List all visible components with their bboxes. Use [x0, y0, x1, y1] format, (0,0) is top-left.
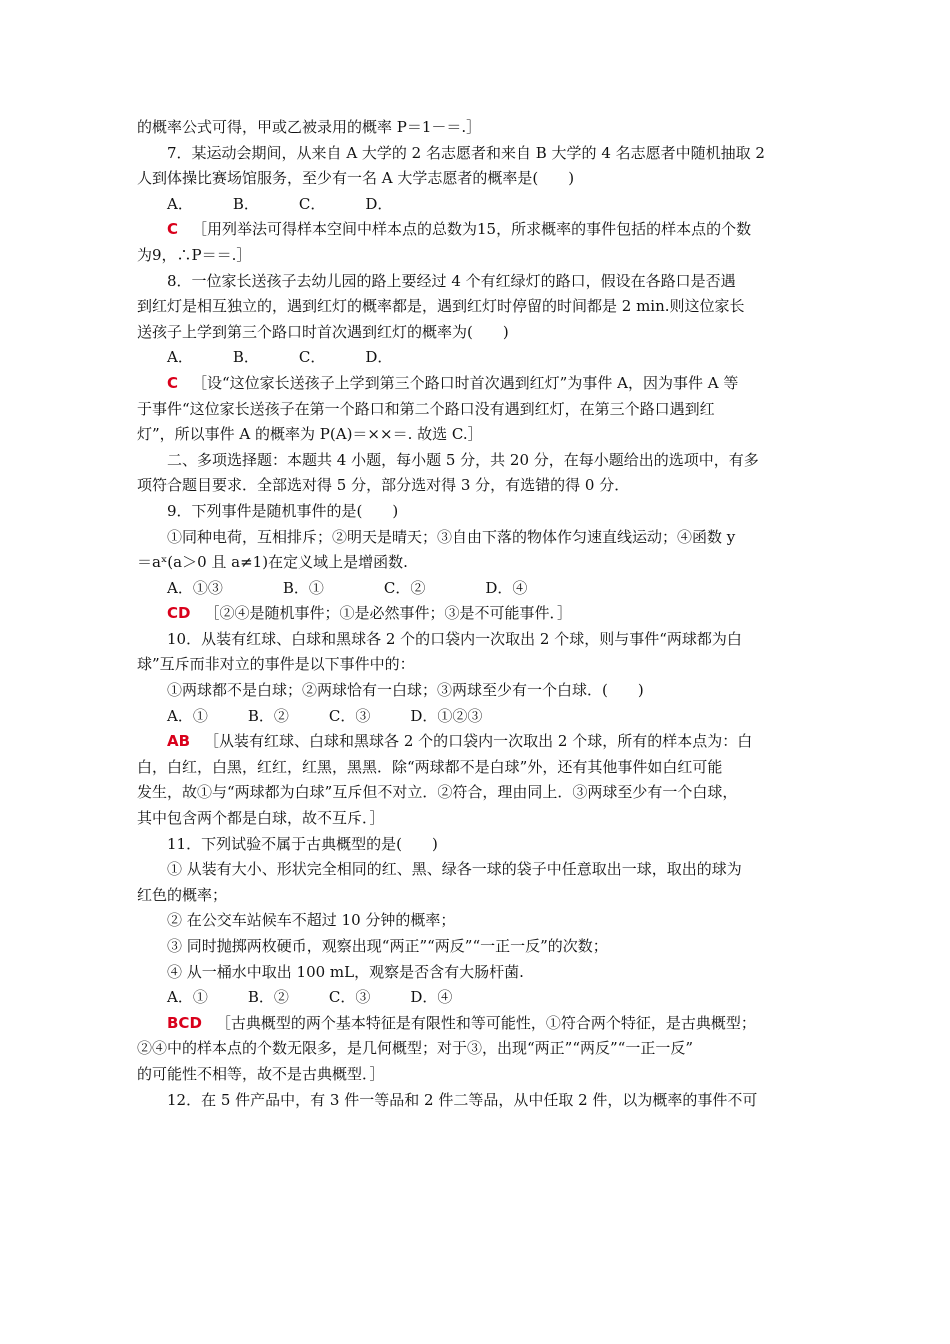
text-line: [137, 499, 817, 525]
text-line: [137, 755, 817, 781]
line-text: 其中包含两个都是白球，故不互斥．］: [137, 809, 385, 828]
document-page: [137, 115, 817, 1113]
text-line: [137, 857, 817, 883]
option-label: D．④: [410, 988, 453, 1007]
text-line: [137, 141, 817, 167]
line-text: ①同种电荷，互相排斥；②明天是晴天；③自由下落的物体作匀速直线运动；④函数 y: [167, 527, 736, 546]
option-label: A．①: [167, 706, 208, 725]
text-line: [137, 243, 817, 269]
line-text: 10．从装有红球、白球和黑球各 2 个的口袋内一次取出 2 个球，则与事件“两球都为白: [167, 629, 742, 648]
text-line: [137, 320, 817, 346]
line-text: 发生，故①与“两球都为白球”互斥但不对立．②符合，理由同上．③两球至少有一个白球，: [137, 783, 738, 802]
answer-key: C: [167, 373, 179, 392]
line-text: ③ 同时抛掷两枚硬币，观察出现“两正”“两反”“一正一反”的次数；: [167, 937, 608, 955]
option-label: D．④: [485, 578, 528, 597]
line-text: ④ 从一桶水中取出 100 mL，观察是否含有大肠杆菌.: [167, 962, 524, 981]
line-text: 的概率公式可得，甲或乙被录用的概率 P＝1－＝.］: [137, 118, 482, 136]
line-text: 白，白红，白黑，红红，红黑，黑黑．除“两球都不是白球”外，还有其他事件如白红可能: [137, 757, 723, 776]
text-line: [137, 627, 817, 653]
answer-key: AB: [167, 732, 191, 751]
option-label: D．: [365, 194, 393, 213]
line-text: 12．在 5 件产品中，有 3 件一等品和 2 件二等品，从中任取 2 件，以为概率的事件不可: [167, 1090, 758, 1109]
line-text: ［设“这位家长送孩子上学到第三个路口时首次遇到红灯”为事件 A，因为事件 A 等: [192, 373, 739, 392]
line-text: 于事件“这位家长送孩子在第一个路口和第二个路口没有遇到红灯，在第三个路口遇到红: [137, 399, 715, 418]
solution-line: [137, 1011, 817, 1037]
line-text: ＝aˣ(a＞0 且 a≠1)在定义域上是增函数.: [137, 553, 408, 572]
text-line: [137, 397, 817, 423]
option-label: C．③: [328, 706, 371, 725]
line-text: ② 在公交车站候车不超过 10 分钟的概率；: [167, 911, 456, 930]
line-text: 为9，∴P＝＝.］: [137, 245, 252, 264]
line-text: ［用列举法可得样本空间中样本点的总数为15，所求概率的事件包括的样本点的个数: [192, 220, 752, 239]
text-line: [137, 806, 817, 832]
text-line: [137, 525, 817, 551]
option-label: B．②: [247, 706, 289, 725]
text-line: [137, 294, 817, 320]
line-text: ［②④是随机事件；①是必然事件；③是不可能事件．］: [204, 604, 572, 623]
line-text: 8．一位家长送孩子去幼儿园的路上要经过 4 个有红绿灯的路口，假设在各路口是否遇: [167, 271, 736, 290]
line-text: 灯”，所以事件 A 的概率为 P(A)＝××＝. 故选 C.］: [137, 425, 483, 444]
option-label: C．: [298, 348, 326, 367]
option-label: D．①②③: [410, 706, 483, 725]
line-text: ［从装有红球、白球和黑球各 2 个的口袋内一次取出 2 个球，所有的样本点为：白: [204, 732, 753, 751]
line-text: 球”互斥而非对立的事件是以下事件中的：: [137, 655, 415, 674]
line-text: 红色的概率；: [137, 885, 228, 904]
line-text: 7．某运动会期间，从来自 A 大学的 2 名志愿者和来自 B 大学的 4 名志愿者中随机抽取 2: [167, 143, 765, 162]
text-line: [137, 422, 817, 448]
text-line: [137, 550, 817, 576]
line-text: 人到体操比赛场馆服务，至少有一名 A 大学志愿者的概率是( ): [137, 169, 575, 188]
text-line: [137, 269, 817, 295]
line-text: ②④中的样本点的个数无限多，是几何概型；对于③，出现“两正”“两反”“一正一反”: [137, 1039, 694, 1058]
option-label: C．③: [328, 988, 371, 1007]
text-line: [137, 1062, 817, 1088]
line-text: 送孩子上学到第三个路口时首次遇到红灯的概率为( ): [137, 322, 509, 341]
solution-line: [137, 729, 817, 755]
solution-line: [137, 371, 817, 397]
line-text: 11．下列试验不属于古典概型的是( ): [167, 834, 438, 853]
text-line: [137, 473, 817, 499]
option-label: B．: [232, 194, 259, 213]
text-line: [137, 883, 817, 909]
text-line: [137, 678, 817, 704]
option-label: D．: [365, 348, 393, 367]
answer-options: [137, 985, 817, 1011]
text-line: [137, 832, 817, 858]
solution-line: [137, 217, 817, 243]
option-label: C．: [298, 194, 326, 213]
answer-key: CD: [167, 604, 191, 623]
option-label: A．①: [167, 988, 208, 1007]
line-text: 9．下列事件是随机事件的是( ): [167, 501, 399, 520]
option-label: B．: [232, 348, 259, 367]
answer-options: [137, 576, 817, 602]
answer-key: BCD: [167, 1013, 202, 1032]
text-line: [137, 448, 817, 474]
answer-options: [137, 345, 817, 371]
option-label: C．②: [383, 578, 426, 597]
answer-key: C: [167, 220, 179, 239]
text-line: [137, 960, 817, 986]
line-text: 项符合题目要求．全部选对得 5 分，部分选对得 3 分，有选错的得 0 分．: [137, 476, 630, 495]
option-label: B．②: [247, 988, 289, 1007]
text-line: [137, 166, 817, 192]
option-label: A．: [167, 194, 193, 213]
text-line: [137, 934, 817, 960]
line-text: 到红灯是相互独立的，遇到红灯的概率都是，遇到红灯时停留的时间都是 2 min.则这位家长: [137, 297, 745, 316]
option-label: A．: [167, 348, 193, 367]
line-text: 的可能性不相等，故不是古典概型．］: [137, 1064, 385, 1083]
answer-options: [137, 192, 817, 218]
text-line: [137, 1088, 817, 1114]
line-text: 二、多项选择题：本题共 4 小题，每小题 5 分，共 20 分，在每小题给出的选项中，有多: [167, 450, 759, 469]
answer-options: [137, 704, 817, 730]
line-text: ①两球都不是白球；②两球恰有一白球；③两球至少有一个白球．( ): [167, 681, 644, 700]
solution-line: [137, 601, 817, 627]
text-line: [137, 115, 817, 141]
line-text: ① 从装有大小、形状完全相同的红、黑、绿各一球的袋子中任意取出一球，取出的球为: [167, 860, 742, 879]
text-line: [137, 652, 817, 678]
text-line: [137, 780, 817, 806]
text-line: [137, 908, 817, 934]
line-text: ［古典概型的两个基本特征是有限性和等可能性，①符合两个特征，是古典概型；: [215, 1013, 756, 1032]
option-label: B．①: [282, 578, 324, 597]
text-line: [137, 1036, 817, 1062]
option-label: A．①③: [167, 578, 223, 597]
